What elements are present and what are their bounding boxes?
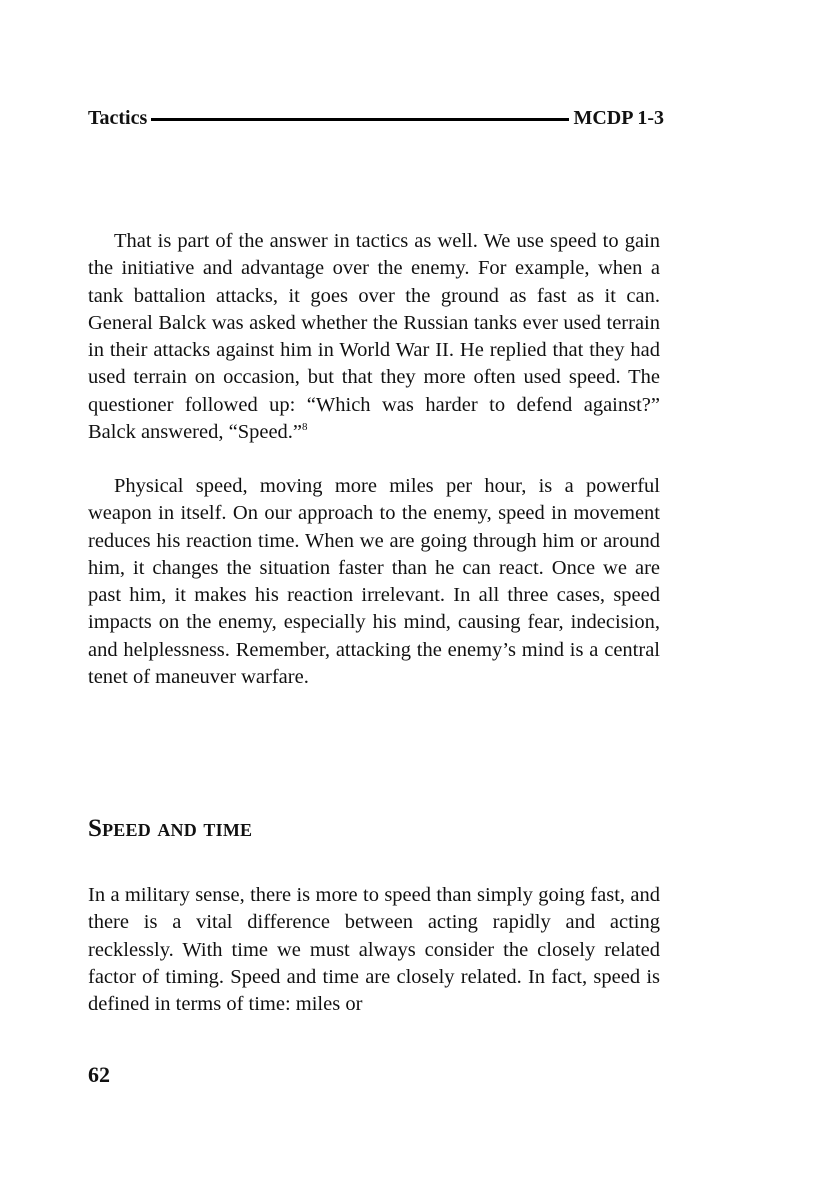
paragraph-speed-and-time bbox=[88, 882, 660, 1018]
running-header bbox=[88, 102, 664, 130]
header-title: Tactics bbox=[88, 107, 148, 129]
header-rule bbox=[151, 118, 569, 121]
page-number: 62 bbox=[88, 1062, 110, 1087]
paragraph-text: That is part of the answer in tactics as well. We use speed to gain the initiative and advantage over the enemy. For example, when a tank battalion attacks, it goes over the ground as fast as it can. General Balck was asked whether the Russian tanks ever used terrain in their attacks against him in World War II. He replied that they had used terrain on occasion, but that they more often used speed. The questioner followed up: “Which was harder to defend against?” Balck answered, “Speed.” bbox=[88, 230, 660, 444]
footnote-reference: 8 bbox=[302, 421, 308, 434]
paragraph-physical-speed bbox=[88, 473, 660, 691]
section-heading: Speed and time bbox=[88, 815, 253, 842]
header-publication-id: MCDP 1-3 bbox=[573, 107, 664, 129]
paragraph-text: Physical speed, moving more miles per hour, is a powerful weapon in itself. On our approach to the enemy, speed in movement reduces his reaction time. When we are going through him or around him, it changes the situation faster than he can react. Once we are past him, it makes his reaction irrelevant. In all three cases, speed impacts on the enemy, especially his mind, causing fear, indecision, and helplessness. Remember, attacking the enemy’s mind is a central tenet of maneuver warfare. bbox=[88, 475, 660, 689]
paragraph-speed-in-tactics bbox=[88, 228, 660, 446]
paragraph-text: In a military sense, there is more to speed than simply going fast, and there is a vital difference between acting rapidly and acting recklessly. With time we must always consider the closely related factor of timing. Speed and time are closely related. In fact, speed is defined in terms of time: miles or bbox=[88, 884, 660, 1016]
